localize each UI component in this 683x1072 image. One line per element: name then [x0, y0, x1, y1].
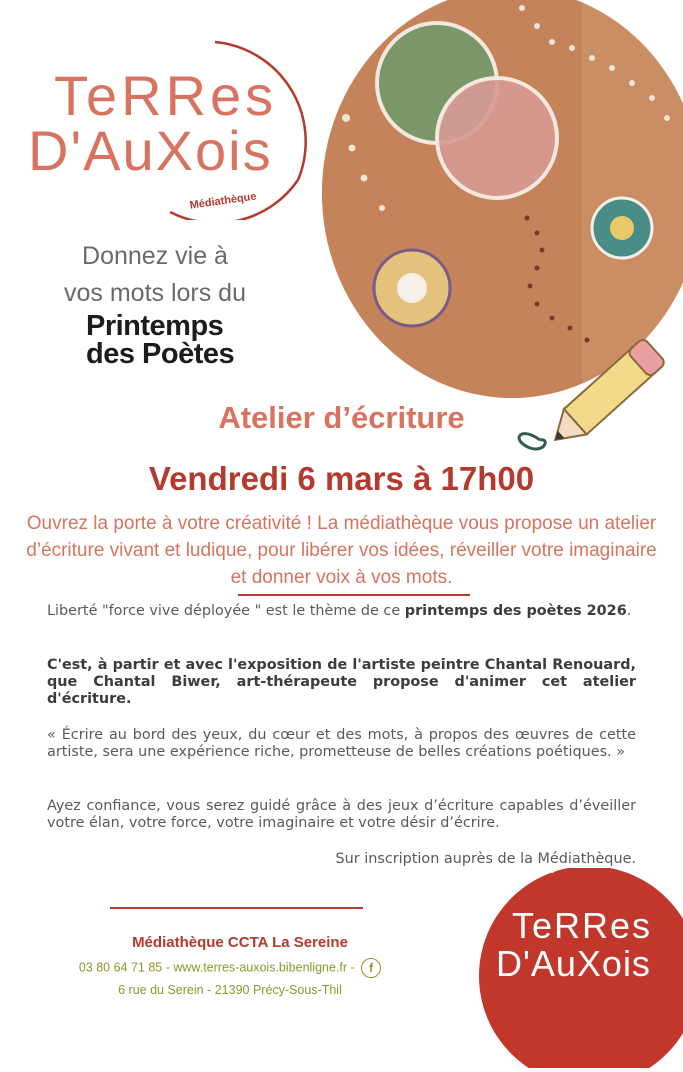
footer-library-name: Médiathèque CCTA La Sereine	[132, 934, 348, 951]
paragraph-quote: « Écrire au bord des yeux, du cœur et des mots, à propos des œuvres de cette artiste, sera une expérience riche, prometteuse de belles créations poétiques. »	[47, 727, 636, 760]
footer-address: 6 rue du Serein - 21390 Précy-Sous-Thil	[118, 983, 342, 997]
logo-word-auxois: D'AuXois	[28, 119, 273, 182]
logo-bottom-word-terres: TeRRes	[512, 905, 653, 946]
logo-word-terres: TeRRes	[54, 64, 278, 127]
paragraph-theme: Liberté "force vive déployée " est le thème de ce printemps des poètes 2026.	[47, 603, 632, 619]
pdp-line-2: des Poètes	[86, 338, 235, 370]
event-date: Vendredi 6 mars à 17h00	[148, 460, 535, 497]
intro-line-2: vos mots lors du	[63, 279, 246, 307]
logo-subtitle: Médiathèque	[188, 190, 258, 212]
divider-bottom	[110, 907, 363, 909]
logo-bottom-word-auxois: D'AuXois	[496, 943, 651, 984]
logo-ring-text: C unes	[547, 868, 650, 882]
footer-contact	[40, 958, 420, 978]
paragraph-confidence: Ayez confiance, vous serez guidé grâce à des jeux d’écriture capables d’éveiller votre élan, votre force, votre imaginaire et votre désir d’écrire.	[47, 798, 636, 831]
signup-note: Sur inscription auprès de la Médiathèque.	[335, 851, 636, 867]
footer-contact-text: 03 80 64 71 85 - www.terres-auxois.bibenligne.fr -	[78, 960, 355, 975]
printemps-des-poetes-logo	[86, 312, 234, 368]
terres-auxois-logo	[20, 30, 320, 220]
workshop-title: Atelier d’écriture	[218, 400, 465, 435]
intro-line-1: Donnez vie à	[82, 242, 228, 270]
lede-text: Ouvrez la porte à votre créativité ! La médiathèque vous propose un atelier d’écriture vivant et ludique, pour libérer vos idées, réveiller votre imaginaire et donner voix à vos mots.	[26, 513, 657, 588]
pencil-icon	[510, 320, 683, 470]
divider-top	[238, 594, 470, 596]
pdp-line-1: Printemps	[86, 310, 224, 342]
facebook-icon[interactable]: f	[361, 958, 381, 978]
paragraph-artist: C'est, à partir et avec l'exposition de l'artiste peintre Chantal Renouard, que Chantal Biwer, art-thérapeute propose d'animer cet atelier d'écriture.	[47, 657, 636, 707]
terres-auxois-community-logo	[474, 868, 683, 1068]
